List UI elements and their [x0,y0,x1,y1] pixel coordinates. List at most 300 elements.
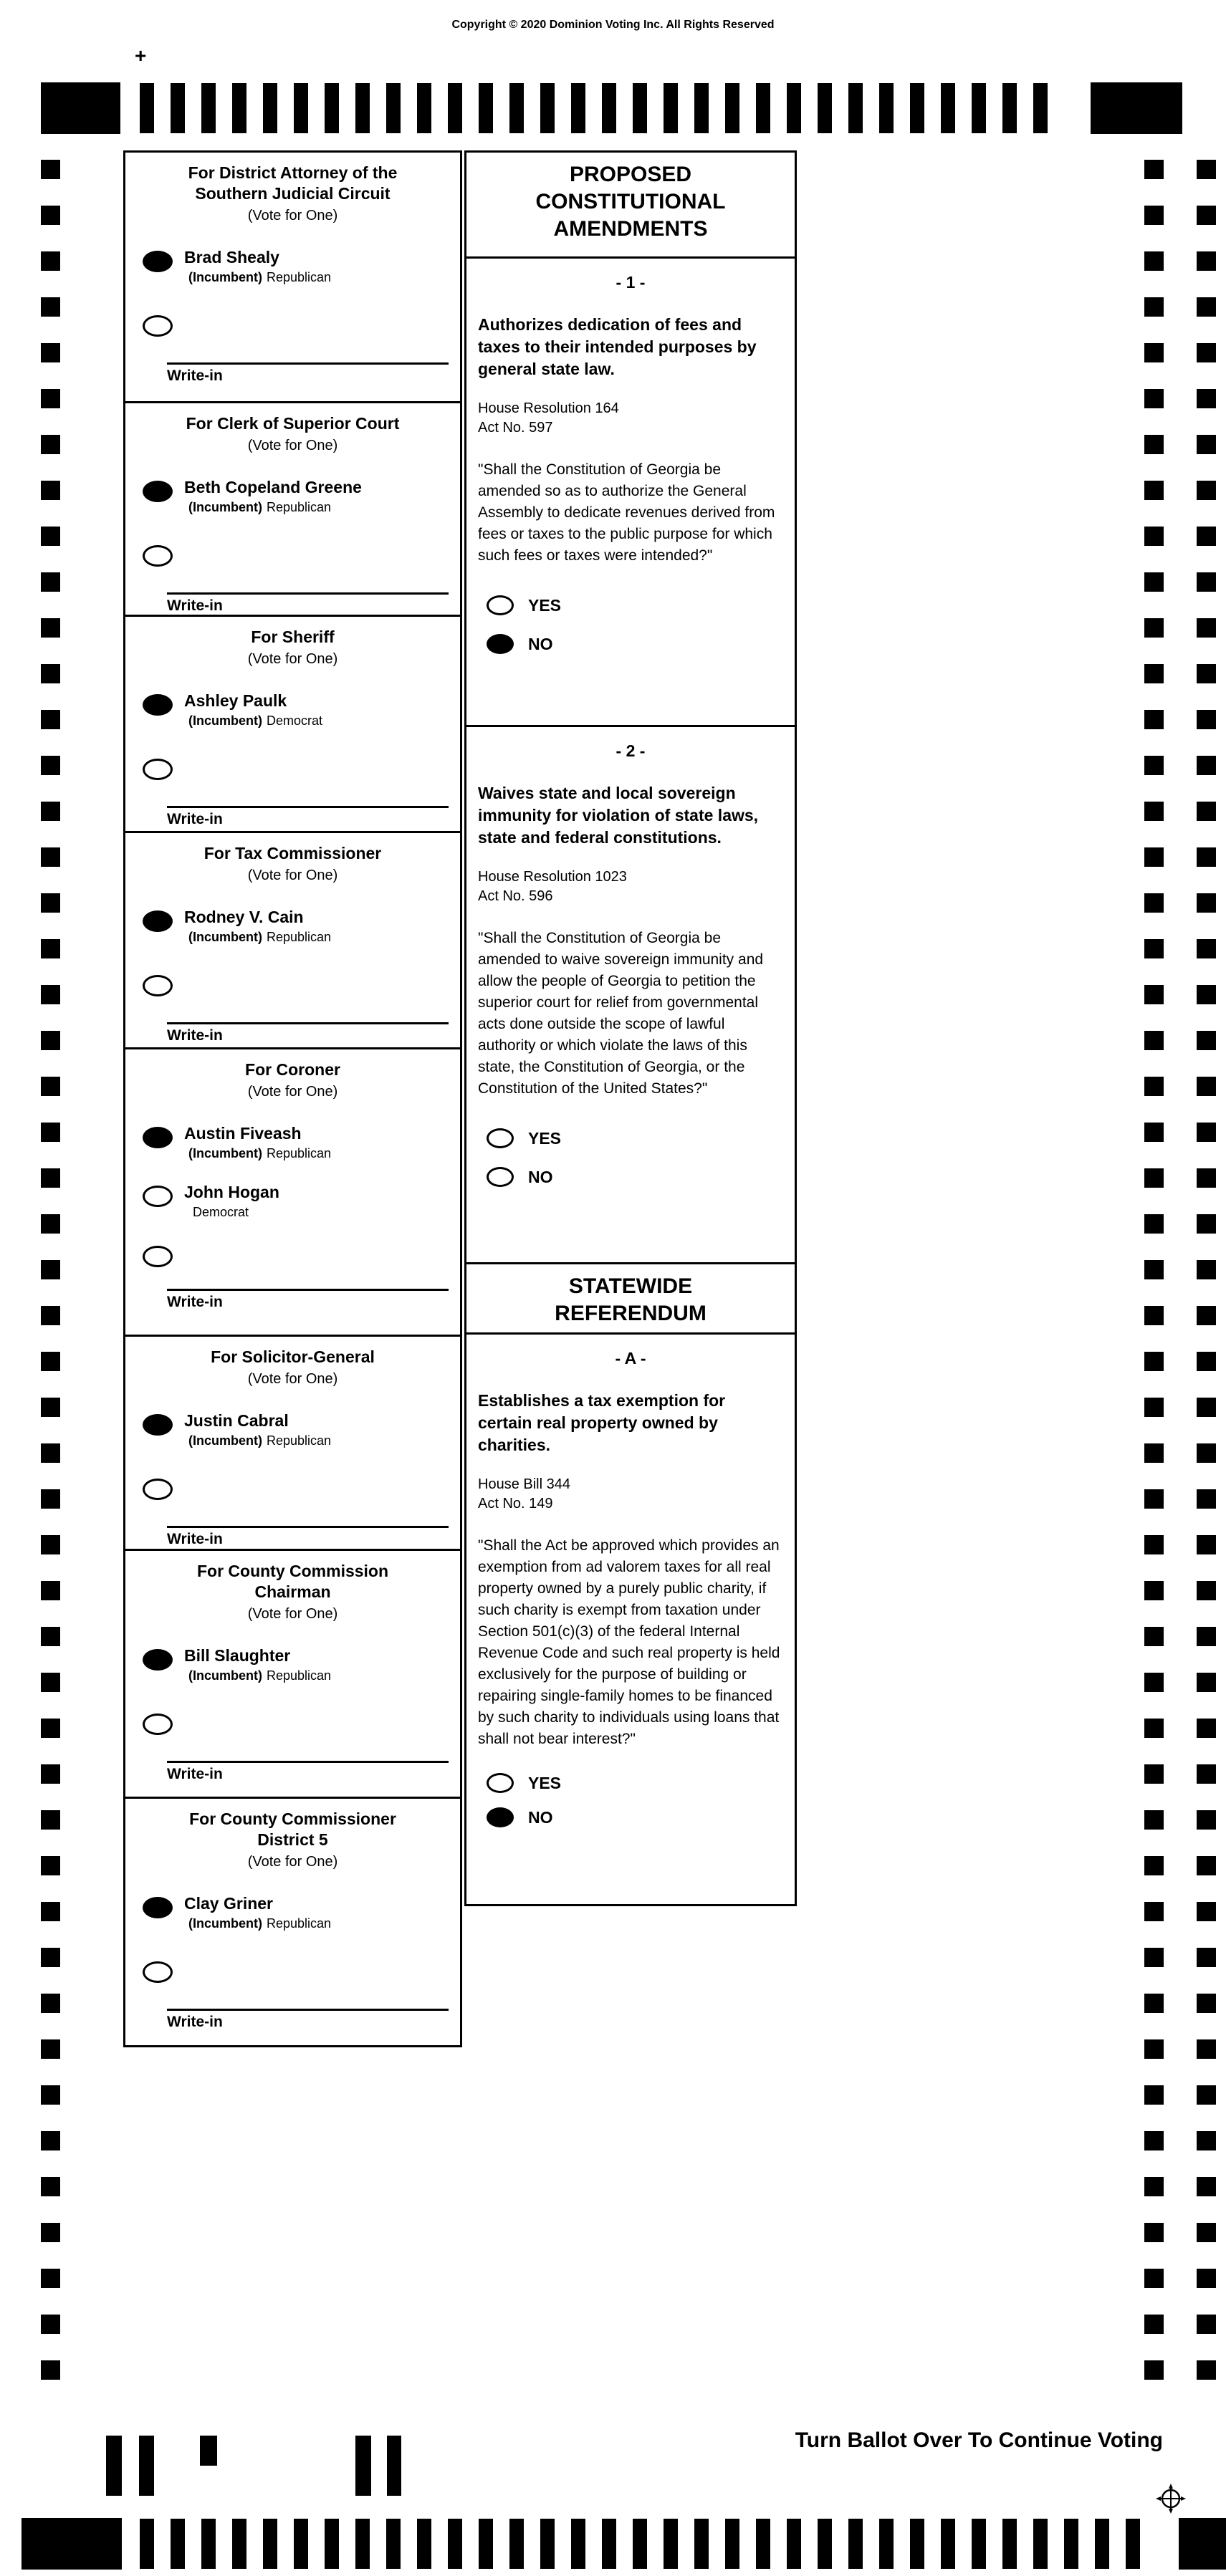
write-in-oval[interactable] [143,1479,173,1500]
timing-mark [1144,1948,1164,1967]
choice-row-yes [487,595,795,615]
timing-mark [386,83,401,133]
timing-marks-right-outer [1197,160,1216,2380]
candidate-row [143,248,460,285]
timing-mark [1197,251,1216,271]
timing-mark [171,83,185,133]
timing-corner-block-top-right [1091,82,1182,134]
timing-mark [602,83,616,133]
contest-title: For Sheriff [251,628,335,646]
timing-mark [1144,1581,1164,1600]
write-in-oval[interactable] [143,1714,173,1735]
timing-mark [1144,2360,1164,2380]
timing-mark [1197,572,1216,592]
candidate-party: (Incumbent) Republican [188,1433,332,1448]
timing-mark [879,2519,894,2569]
timing-mark [879,83,894,133]
timing-mark [1002,2519,1017,2569]
timing-mark [1197,1168,1216,1188]
candidate-row [143,691,460,729]
timing-mark [41,1168,60,1188]
timing-mark [540,83,555,133]
write-in-line[interactable] [167,1289,449,1291]
timing-mark [787,2519,801,2569]
vote-oval[interactable] [143,1127,173,1148]
timing-mark [1144,343,1164,362]
timing-mark [417,2519,431,2569]
timing-mark [633,2519,647,2569]
candidate-party: (Incumbent) Republican [188,1146,332,1160]
timing-mark [664,2519,678,2569]
timing-mark [41,1123,60,1142]
yes-label: YES [528,1773,562,1792]
timing-mark [1144,160,1164,179]
timing-mark [41,893,60,913]
candidate-party: (Incumbent) Republican [188,1668,332,1683]
timing-mark [1144,1764,1164,1784]
timing-mark [1197,802,1216,821]
vote-oval[interactable] [143,1186,173,1207]
contest-title-line2: District 5 [257,1830,328,1849]
timing-mark [41,1535,60,1554]
no-oval[interactable] [487,1167,514,1187]
timing-mark [386,2519,401,2569]
candidate-row [143,1124,460,1161]
timing-mark [41,1627,60,1646]
timing-mark [355,2519,370,2569]
contest-solicitor-general [125,1337,460,1551]
timing-mark [1095,2519,1109,2569]
candidate-name: Beth Copeland Greene [184,478,362,496]
timing-mark [1197,1994,1216,2013]
timing-mark [41,2085,60,2105]
timing-mark [1197,297,1216,317]
timing-mark [41,1810,60,1830]
stub-barcode-bar [355,2436,371,2496]
write-in-line[interactable] [167,1022,449,1024]
choice-row-no [487,1167,795,1187]
vote-for-instruction: (Vote for One) [247,868,338,883]
timing-mark [1197,1810,1216,1830]
timing-mark [1197,1443,1216,1463]
timing-mark [910,2519,924,2569]
yes-oval[interactable] [487,1128,514,1148]
no-oval[interactable] [487,634,514,654]
timing-mark [1144,1214,1164,1234]
measure-number: - A - [615,1349,646,1368]
timing-mark [1144,2131,1164,2150]
timing-mark [1144,481,1164,500]
timing-mark [41,527,60,546]
registration-crosshair-icon [1154,2481,1188,2519]
timing-mark [1197,847,1216,867]
measure-number: - 2 - [616,741,646,760]
contest-county-commissioner-district-5 [125,1799,460,2047]
timing-mark [41,1994,60,2013]
write-in-oval[interactable] [143,1246,173,1267]
timing-mark [325,2519,339,2569]
timing-mark [1144,1810,1164,1830]
timing-mark [41,481,60,500]
timing-mark [1197,481,1216,500]
write-in-line[interactable] [167,592,449,595]
timing-mark [1002,83,1017,133]
vote-oval[interactable] [143,251,173,272]
timing-mark [41,1077,60,1096]
write-in-line[interactable] [167,1761,449,1763]
timing-mark [1197,527,1216,546]
timing-mark [1144,2223,1164,2242]
amendments-header-line1: PROPOSED [569,163,692,186]
timing-mark [171,2519,185,2569]
timing-mark [41,1352,60,1371]
plus-registration-mark: + [135,44,147,67]
timing-mark [1144,1123,1164,1142]
timing-mark [41,2315,60,2334]
timing-mark [1144,435,1164,454]
timing-mark [1197,1902,1216,1921]
timing-mark [263,2519,277,2569]
timing-mark [263,83,277,133]
timing-mark [448,83,462,133]
contest-district-attorney [125,153,460,403]
measure-summary: Authorizes dedication of fees and taxes to their intended purposes by general state law. [478,315,757,378]
timing-mark [448,2519,462,2569]
vote-for-instruction: (Vote for One) [247,1854,338,1870]
timing-mark [509,83,524,133]
candidate-name: Justin Cabral [184,1411,289,1430]
timing-mark [571,83,585,133]
measure-reference-line1: House Resolution 164 [478,400,619,416]
vote-for-instruction: (Vote for One) [247,651,338,667]
contest-coroner [125,1049,460,1337]
timing-mark [1033,2519,1048,2569]
timing-mark [910,83,924,133]
timing-mark [41,664,60,683]
measure-question: "Shall the Act be approved which provides an exemption from ad valorem taxes for all real property owned by a purely public charity, if such charity is exempt from taxation under Section 501(c)(3) of the federal Internal Revenue Code and such real property is held exclusively for the purpose of building or repairing single-family homes to be financed by such charity to individuals using loans that shall not bear interest?" [478,1537,780,1747]
timing-mark [1144,2315,1164,2334]
timing-mark [140,2519,154,2569]
timing-mark [41,2177,60,2196]
contest-title: For Coroner [245,1060,340,1079]
timing-mark [1197,343,1216,362]
referendum-header [466,1264,795,1335]
timing-mark [1197,1764,1216,1784]
vote-oval[interactable] [143,1897,173,1918]
amendments-header-line2: CONSTITUTIONAL [535,190,726,213]
timing-mark [1197,2085,1216,2105]
timing-mark [1197,1581,1216,1600]
timing-mark [1197,893,1216,913]
vote-oval[interactable] [143,910,173,932]
timing-mark [756,2519,770,2569]
vote-for-instruction: (Vote for One) [247,208,338,224]
candidate-party: (Incumbent) Republican [188,500,332,514]
timing-mark [1197,435,1216,454]
timing-mark [941,2519,955,2569]
timing-mark [1144,1168,1164,1188]
timing-mark [1197,2131,1216,2150]
timing-mark [294,2519,308,2569]
timing-mark [41,1856,60,1875]
timing-mark [818,2519,832,2569]
timing-mark [1144,1856,1164,1875]
write-in-label: Write-in [167,811,223,827]
timing-mark [41,1031,60,1050]
timing-mark [325,83,339,133]
timing-mark [1144,756,1164,775]
candidate-party: Democrat [193,1205,249,1219]
timing-mark [1144,847,1164,867]
candidate-name: Clay Griner [184,1894,273,1913]
write-in-line[interactable] [167,806,449,808]
timing-mark [848,2519,863,2569]
timing-mark [1197,710,1216,729]
stub-barcode-bar [139,2436,154,2496]
timing-mark [41,1673,60,1692]
timing-mark [1144,710,1164,729]
timing-mark [848,83,863,133]
timing-mark [41,618,60,638]
timing-mark [1197,1489,1216,1509]
vote-for-instruction: (Vote for One) [247,1084,338,1100]
timing-mark [41,802,60,821]
timing-mark [232,2519,246,2569]
vote-oval[interactable] [143,1649,173,1671]
measure-summary: Establishes a tax exemption for certain real property owned by charities. [478,1391,726,1454]
timing-mark [41,297,60,317]
choice-row-no [487,634,795,654]
timing-mark [941,83,955,133]
timing-mark [1144,802,1164,821]
timing-mark [41,1214,60,1234]
timing-mark [1144,618,1164,638]
write-in-label: Write-in [167,2014,223,2030]
vote-for-instruction: (Vote for One) [247,438,338,453]
vote-oval[interactable] [143,481,173,502]
timing-mark [1144,893,1164,913]
contest-column [123,150,462,2047]
timing-mark [41,1398,60,1417]
measure-amendment-1 [466,259,795,727]
no-oval[interactable] [487,1807,514,1827]
timing-mark [1197,618,1216,638]
contest-title: For Solicitor-General [211,1347,375,1366]
timing-mark [1144,1443,1164,1463]
timing-mark [1197,1627,1216,1646]
measure-reference [478,1475,783,1514]
write-in-oval[interactable] [143,1961,173,1983]
candidate-row [143,1646,460,1683]
candidate-name: Rodney V. Cain [184,908,304,926]
timing-mark [41,389,60,408]
contest-title: For County Commissioner [189,1810,396,1828]
candidate-name: John Hogan [184,1183,279,1201]
timing-mark [41,435,60,454]
timing-marks-bottom [140,2519,1140,2569]
timing-mark [41,2360,60,2380]
timing-mark [232,83,246,133]
timing-mark [41,847,60,867]
write-in-oval[interactable] [143,315,173,337]
timing-mark [41,160,60,179]
timing-mark [1144,1535,1164,1554]
timing-mark [1144,1031,1164,1050]
candidate-row [143,478,460,515]
choice-row-yes [487,1773,795,1793]
timing-mark [694,83,709,133]
vote-for-instruction: (Vote for One) [247,1371,338,1387]
timing-mark [694,2519,709,2569]
measure-reference-line1: House Bill 344 [478,1476,570,1492]
timing-mark [1197,2223,1216,2242]
timing-marks-right-inner [1144,160,1164,2380]
vote-oval[interactable] [143,694,173,716]
candidate-party: (Incumbent) Republican [188,1916,332,1931]
timing-mark [479,2519,493,2569]
stub-number: 19 [391,2444,403,2456]
timing-mark [1197,1719,1216,1738]
candidate-party: (Incumbent) Republican [188,270,332,284]
timing-mark [1144,1398,1164,1417]
write-in-label: Write-in [167,1027,223,1044]
copyright-line: Copyright © 2020 Dominion Voting Inc. All Rights Reserved [451,19,775,31]
timing-mark [1144,251,1164,271]
timing-marks-top [140,83,1048,133]
measure-question: "Shall the Constitution of Georgia be amended to waive sovereign immunity and allow the people of Georgia to petition the superior court for relief from governmental acts done outside the scope of lawful authority or which violate the laws of this state, the Constitution of Georgia, or the Constitution of the United States?" [478,930,764,1097]
timing-mark [1197,756,1216,775]
timing-mark [1197,1398,1216,1417]
timing-mark [41,1948,60,1967]
timing-mark [41,1581,60,1600]
timing-mark [41,2131,60,2150]
timing-mark [1197,1123,1216,1142]
timing-mark [1144,1260,1164,1279]
timing-mark [479,83,493,133]
timing-mark [41,710,60,729]
timing-mark [1033,83,1048,133]
timing-mark [818,83,832,133]
timing-mark [1144,2039,1164,2059]
write-in-oval[interactable] [143,545,173,567]
timing-mark [41,572,60,592]
timing-mark [1197,985,1216,1004]
timing-mark [41,206,60,225]
write-in-label: Write-in [167,367,223,384]
write-in-oval[interactable] [143,975,173,996]
timing-mark [1144,1994,1164,2013]
write-in-label: Write-in [167,1294,223,1310]
no-label: NO [528,1167,553,1186]
write-in-line[interactable] [167,1526,449,1528]
write-in-line[interactable] [167,2009,449,2011]
yes-oval[interactable] [487,1773,514,1793]
candidate-party: (Incumbent) Democrat [188,713,323,728]
timing-mark [201,83,216,133]
timing-mark [725,83,739,133]
timing-mark [41,1764,60,1784]
contest-title-line2: Southern Judicial Circuit [195,184,391,203]
timing-mark [41,343,60,362]
timing-mark [41,985,60,1004]
timing-mark [1197,389,1216,408]
contest-title: For District Attorney of the [188,163,398,182]
candidate-name: Bill Slaughter [184,1646,291,1665]
yes-oval[interactable] [487,595,514,615]
referendum-header-line1: STATEWIDE [568,1274,693,1298]
write-in-line[interactable] [167,362,449,365]
measure-reference-line2: Act No. 596 [478,888,553,904]
contest-tax-commissioner [125,833,460,1049]
timing-mark [1197,1031,1216,1050]
timing-mark [1064,2519,1078,2569]
measure-reference-line2: Act No. 597 [478,420,553,436]
timing-mark [1197,1535,1216,1554]
timing-mark [1197,1214,1216,1234]
write-in-oval[interactable] [143,759,173,780]
timing-mark [417,83,431,133]
measure-number: - 1 - [616,273,646,292]
timing-mark [509,2519,524,2569]
timing-mark [1197,1260,1216,1279]
timing-mark [41,1443,60,1463]
timing-mark [41,1306,60,1325]
timing-mark [1197,1673,1216,1692]
timing-mark [41,251,60,271]
measure-referendum-a [466,1335,795,1906]
timing-mark [41,2039,60,2059]
timing-mark [140,83,154,133]
timing-mark [972,2519,986,2569]
yes-label: YES [528,1128,562,1148]
timing-mark [1144,1306,1164,1325]
timing-mark [294,83,308,133]
timing-mark [633,83,647,133]
timing-mark [1144,1489,1164,1509]
timing-mark [571,2519,585,2569]
timing-corner-block-top-left [41,82,120,134]
timing-mark [1144,1352,1164,1371]
timing-mark [1197,2315,1216,2334]
timing-mark [1197,939,1216,958]
referendum-header-line2: REFERENDUM [555,1302,707,1325]
timing-mark [1197,664,1216,683]
timing-mark [41,939,60,958]
contest-title: For Tax Commissioner [203,844,382,862]
vote-oval[interactable] [143,1414,173,1436]
timing-mark [1197,1948,1216,1967]
timing-mark [1144,206,1164,225]
stub-barcode-bar [200,2436,217,2466]
timing-mark [1126,2519,1140,2569]
measure-reference-line1: House Resolution 1023 [478,869,627,885]
timing-mark [540,2519,555,2569]
timing-mark [1144,1627,1164,1646]
timing-mark [355,83,370,133]
candidate-name: Austin Fiveash [184,1124,302,1143]
timing-mark [664,83,678,133]
timing-mark [1144,985,1164,1004]
timing-mark [1144,2085,1164,2105]
yes-label: YES [528,595,562,615]
timing-mark [1144,1719,1164,1738]
timing-marks-left [41,160,60,2380]
timing-mark [41,2223,60,2242]
timing-mark [41,1902,60,1921]
timing-corner-block-bottom-left [21,2518,122,2570]
contest-sheriff [125,617,460,833]
candidate-row [143,1183,460,1220]
